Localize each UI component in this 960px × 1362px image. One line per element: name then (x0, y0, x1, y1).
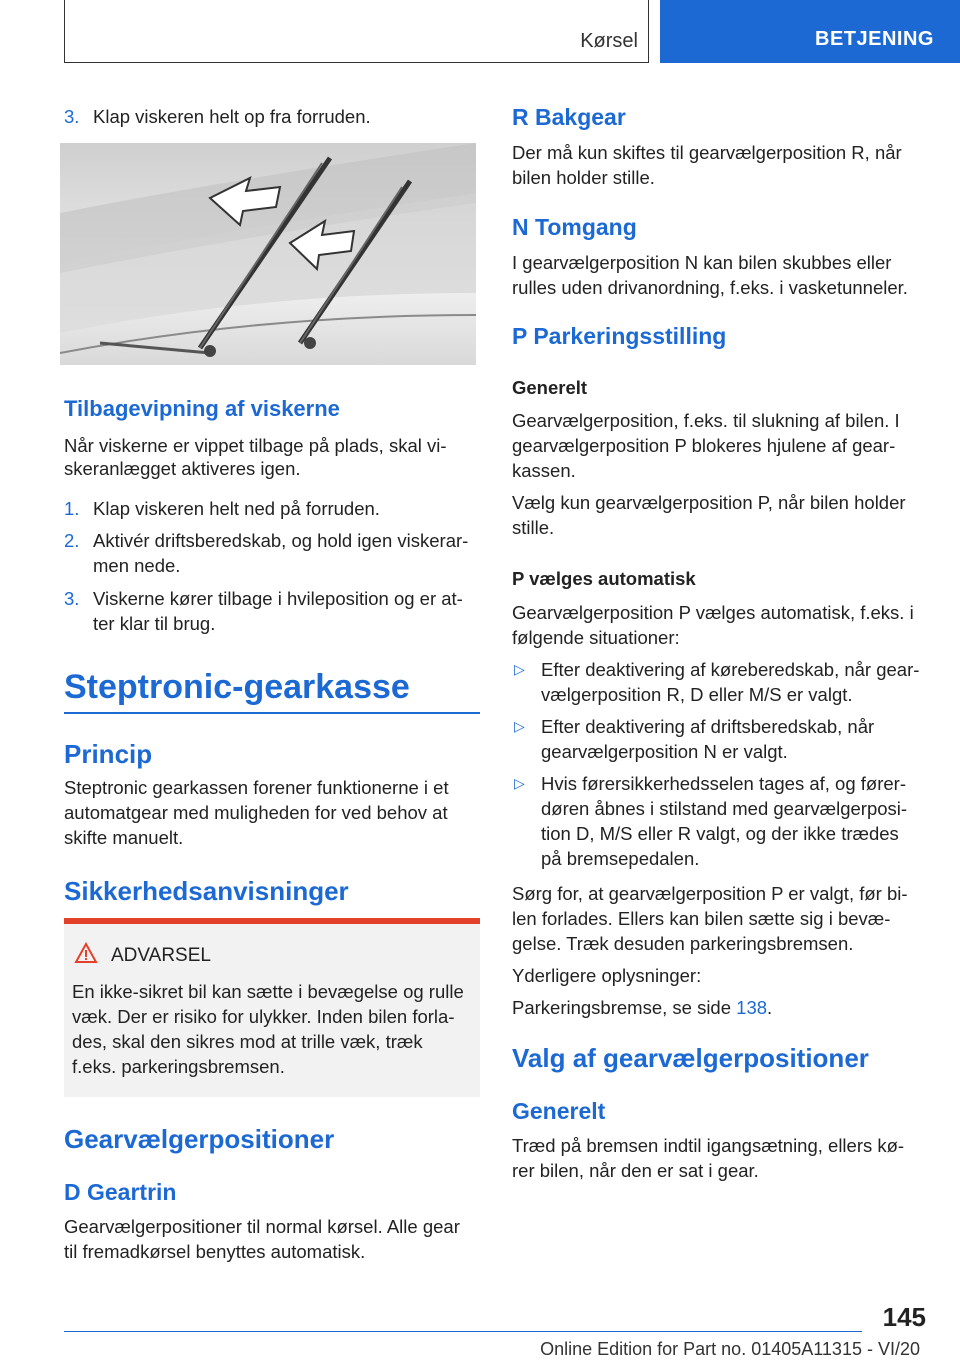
bullet-line: gearvælgerposition N er valgt. (541, 741, 788, 762)
paragraph-line: bilen holder stille. (512, 167, 655, 188)
warning-line: f.eks. parkeringsbremsen. (72, 1056, 285, 1077)
paragraph-line: kassen. (512, 460, 576, 481)
page-number: 145 (882, 1302, 926, 1332)
paragraph-line: stille. (512, 517, 555, 538)
warning-title: ADVARSEL (111, 945, 211, 966)
paragraph-line: Gearvælgerposition, f.eks. til slukning af bilen. I (512, 410, 900, 431)
paragraph-line: skeranlægget aktiveres igen. (64, 458, 301, 479)
paragraph-line: skifte manuelt. (64, 827, 184, 848)
section-heading: Princip (64, 739, 153, 769)
bullet-line: Efter deaktivering af driftsberedskab, når (541, 716, 875, 737)
section-heading: Gearvælgerpositioner (64, 1124, 335, 1154)
section-heading: Sikkerhedsanvisninger (64, 876, 349, 906)
step-number: 3. (64, 588, 80, 609)
ref-text: Parkeringsbremse, se side (512, 997, 737, 1018)
paragraph-line: len forlades. Ellers kan bilen sætte sig i bevæ- (512, 908, 891, 929)
paragraph-line: Der må kun skiftes til gearvælgerposition R, når (512, 142, 902, 163)
paragraph-line: Træd på bremsen indtil igangsætning, ellers kø- (512, 1135, 905, 1156)
bullet-line: Efter deaktivering af køreberedskab, når gear- (541, 659, 920, 680)
warning-line: En ikke-sikret bil kan sætte i bevægelse og rulle (72, 981, 464, 1002)
section-heading: Tilbagevipning af viskerne (64, 396, 340, 421)
paragraph-line: Yderligere oplysninger: (512, 965, 702, 986)
footer-edition: Online Edition for Part no. 01405A11315 - VI/20 (540, 1339, 920, 1359)
warning-line: væk. Der er risiko for ulykker. Inden bilen forla- (72, 1006, 455, 1027)
bullet-triangle-icon: ▷ (514, 718, 525, 734)
paragraph-line: Steptronic gearkassen forener funktionerne i et (64, 777, 449, 798)
windshield-wipers-illustration (60, 143, 476, 365)
footer-rule (64, 1331, 862, 1332)
paragraph-line: gelse. Træk desuden parkeringsbremsen. (512, 933, 854, 954)
bullet-line: vælgerposition R, D eller M/S er valgt. (541, 684, 853, 705)
subsection-heading: N Tomgang (512, 214, 637, 240)
bold-heading: Generelt (512, 377, 588, 398)
step-text: Aktivér driftsberedskab, og hold igen viskerar- (93, 530, 469, 551)
subsection-heading: D Geartrin (64, 1179, 177, 1205)
paragraph-line: Vælg kun gearvælgerposition P, når bilen holder (512, 492, 906, 513)
subsection-heading: R Bakgear (512, 104, 626, 130)
section-heading: Valg af gearvælgerpositioner (512, 1043, 869, 1073)
paragraph-line: I gearvælgerposition N kan bilen skubbes eller (512, 252, 892, 273)
paragraph-line: rer bilen, når den er sat i gear. (512, 1160, 759, 1181)
paragraph-line: Sørg for, at gearvælgerposition P er valgt, før bi- (512, 883, 908, 904)
bullet-line: på bremsepedalen. (541, 848, 700, 869)
warning-bar (64, 918, 480, 924)
paragraph-line: Gearvælgerposition P vælges automatisk, f.eks. i (512, 602, 914, 623)
paragraph-line: til fremadkørsel benyttes automatisk. (64, 1241, 366, 1262)
cross-reference (512, 995, 772, 1021)
bullet-triangle-icon: ▷ (514, 661, 525, 677)
header-tab-label: BETJENING (815, 28, 934, 50)
paragraph-line: rulles uden drivanordning, f.eks. i vasketunneler. (512, 277, 908, 298)
paragraph-line: automatgear med muligheden for ved behov at (64, 802, 448, 823)
header-tab[interactable] (660, 0, 960, 63)
bullet-line: Hvis førersikkerhedsselen tages af, og fører- (541, 773, 906, 794)
paragraph-line: Når viskerne er vippet tilbage på plads, skal vi- (64, 435, 447, 456)
step-text: Klap viskeren helt ned på forruden. (93, 498, 380, 519)
step-number: 3. (64, 106, 80, 127)
step-text: Klap viskeren helt op fra forruden. (93, 106, 371, 127)
paragraph-line: følgende situationer: (512, 627, 680, 648)
subsection-heading: P Parkeringsstilling (512, 323, 727, 349)
header-section: Kørsel (580, 30, 638, 52)
subsection-heading: Generelt (512, 1098, 606, 1124)
bullet-line: tion D, M/S eller R valgt, og der ikke trædes (541, 823, 899, 844)
paragraph-line: gearvælgerposition P blokeres hjulene af gear- (512, 435, 896, 456)
bold-heading: P vælges automatisk (512, 568, 696, 589)
bullet-line: døren åbnes i stilstand med gearvælgerposi- (541, 798, 908, 819)
ref-end: . (767, 997, 773, 1018)
chapter-title: Steptronic-gearkasse (64, 668, 410, 706)
step-text: men nede. (93, 555, 181, 576)
bullet-triangle-icon: ▷ (514, 775, 525, 791)
warning-triangle-icon (74, 942, 98, 964)
title-rule (64, 712, 480, 714)
step-text: Viskerne kører tilbage i hvileposition og er at- (93, 588, 463, 609)
step-number: 1. (64, 498, 80, 519)
page-link[interactable]: 138 (736, 997, 768, 1018)
step-text: ter klar til brug. (93, 613, 216, 634)
step-number: 2. (64, 530, 80, 551)
paragraph-line: Gearvælgerpositioner til normal kørsel. Alle gear (64, 1216, 460, 1237)
warning-line: des, skal den sikres mod at trille væk, træk (72, 1031, 423, 1052)
